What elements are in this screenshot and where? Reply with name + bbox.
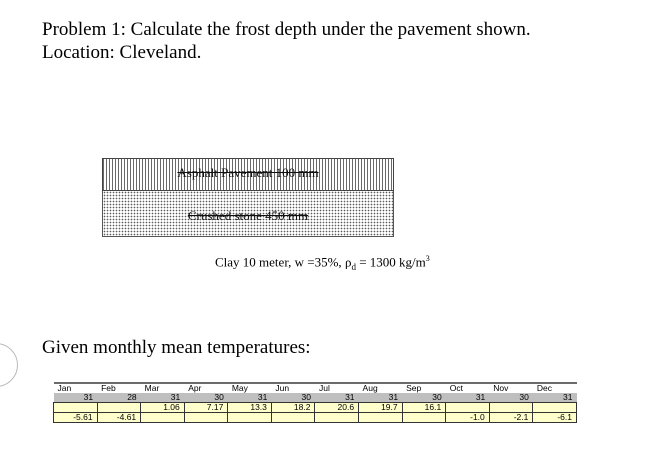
clay-prefix: Clay 10 meter, w =35%,	[215, 254, 345, 270]
month-cell: Oct	[446, 383, 490, 393]
month-cell: Jan	[54, 383, 98, 393]
temp-cell: 20.6	[315, 403, 359, 413]
days-cell: 31	[315, 393, 359, 403]
days-cell: 28	[97, 393, 141, 403]
unit-superscript: 3	[425, 254, 430, 263]
days-cell: 30	[489, 393, 533, 403]
month-cell: Nov	[489, 383, 533, 393]
temp-cell	[97, 403, 141, 413]
given-heading: Given monthly mean temperatures:	[42, 337, 311, 358]
circle-decoration	[0, 343, 18, 387]
clay-density: = 1300 kg/m	[355, 254, 426, 270]
month-cell: Dec	[533, 383, 577, 393]
temp-cell	[141, 413, 185, 423]
month-cell: Jun	[271, 383, 315, 393]
days-cell: 30	[271, 393, 315, 403]
days-cell: 31	[359, 393, 403, 403]
days-cell: 31	[141, 393, 185, 403]
month-cell: Apr	[184, 383, 228, 393]
temp-cell	[271, 413, 315, 423]
asphalt-layer	[102, 158, 394, 191]
temp-cell	[359, 413, 403, 423]
problem-line-2: Location: Cleveland.	[42, 42, 202, 63]
days-cell: 30	[402, 393, 446, 403]
temp-cell	[54, 403, 98, 413]
temp-cell: -5.61	[54, 413, 98, 423]
temp-cell: 19.7	[359, 403, 403, 413]
month-cell: Mar	[141, 383, 185, 393]
days-cell: 31	[228, 393, 272, 403]
temp-cell	[533, 403, 577, 413]
temp-cell: 7.17	[184, 403, 228, 413]
problem-statement	[42, 18, 531, 64]
temp-cell: 13.3	[228, 403, 272, 413]
temp-cell: -6.1	[533, 413, 577, 423]
crushed-stone-layer	[102, 191, 394, 237]
temp-cell	[446, 403, 490, 413]
clay-description	[215, 254, 430, 272]
temp-cell	[402, 413, 446, 423]
temp-cell: -4.61	[97, 413, 141, 423]
days-cell: 30	[184, 393, 228, 403]
problem-line-1: Problem 1: Calculate the frost depth under the pavement shown.	[42, 19, 531, 40]
temp-cell: -2.1	[489, 413, 533, 423]
days-cell: 31	[54, 393, 98, 403]
temp-cell	[489, 403, 533, 413]
temp-cell: -1.0	[446, 413, 490, 423]
temperature-table	[53, 382, 577, 423]
rho-subscript: d	[351, 261, 356, 272]
month-cell: Feb	[97, 383, 141, 393]
asphalt-label: Asphalt Pavement 100 mm	[177, 165, 319, 180]
temp-cell: 18.2	[271, 403, 315, 413]
days-cell: 31	[446, 393, 490, 403]
temp-cell	[228, 413, 272, 423]
days-cell: 31	[533, 393, 577, 403]
temp-cell: 16.1	[402, 403, 446, 413]
positive-temp-row	[54, 403, 577, 413]
month-cell: Aug	[359, 383, 403, 393]
temp-cell	[184, 413, 228, 423]
stone-label: Crushed stone 450 mm	[187, 208, 309, 223]
negative-temp-row	[54, 413, 577, 423]
month-cell: May	[228, 383, 272, 393]
month-cell: Jul	[315, 383, 359, 393]
temp-cell	[315, 413, 359, 423]
temp-cell: 1.06	[141, 403, 185, 413]
rho-symbol: ρ	[344, 254, 352, 270]
month-cell: Sep	[402, 383, 446, 393]
days-row	[54, 393, 577, 403]
